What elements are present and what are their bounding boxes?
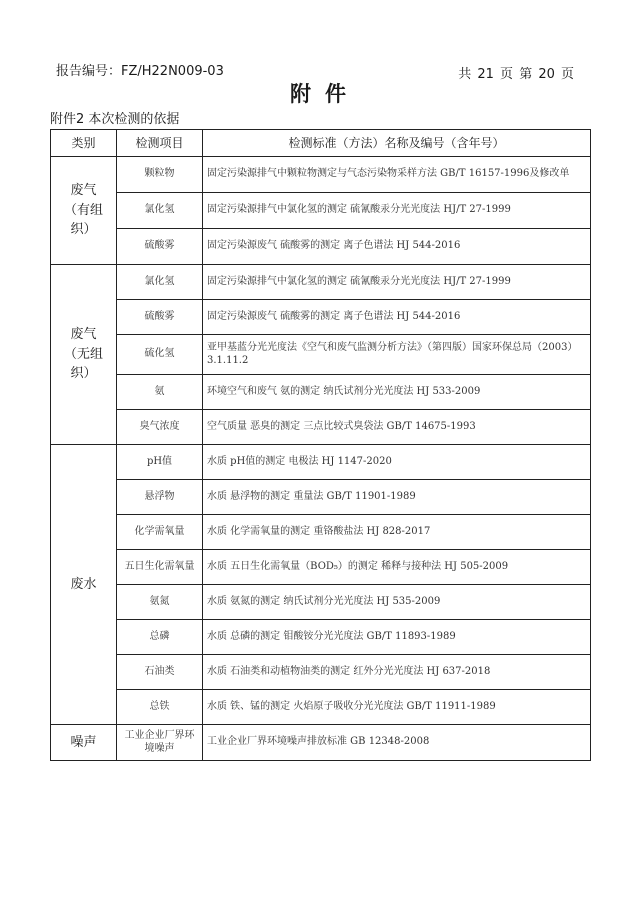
test-item: 总磷	[117, 620, 203, 655]
table-row	[51, 690, 591, 725]
table-row	[51, 445, 591, 480]
table-row	[51, 300, 591, 335]
page-info: 共 21 页 第 20 页	[458, 67, 574, 82]
test-item: 颗粒物	[117, 157, 203, 193]
test-standard: 亚甲基蓝分光光度法《空气和废气监测分析方法》（第四版）国家环保总局（2003）3.1.11.2	[203, 335, 591, 375]
test-item: 氨氮	[117, 585, 203, 620]
table-row	[51, 480, 591, 515]
test-standard: 水质 五日生化需氧量（BOD₅）的测定 稀释与接种法 HJ 505-2009	[203, 550, 591, 585]
test-standard: 水质 悬浮物的测定 重量法 GB/T 11901-1989	[203, 480, 591, 515]
category-label: 废气	[70, 327, 97, 343]
category-label: 废气	[70, 183, 97, 199]
category-cell	[51, 265, 117, 445]
header-standard: 检测标准（方法）名称及编号（含年号）	[203, 130, 591, 157]
category-sublabel: （无组织）	[63, 346, 103, 382]
category-cell	[51, 157, 117, 265]
test-item: 硫酸雾	[117, 229, 203, 265]
test-item: 硫酸雾	[117, 300, 203, 335]
table-row	[51, 620, 591, 655]
test-standard: 环境空气和废气 氨的测定 纳氏试剂分光光度法 HJ 533-2009	[203, 375, 591, 410]
category-sublabel: （有组织）	[63, 202, 103, 238]
test-item: pH值	[117, 445, 203, 480]
test-standard: 水质 化学需氧量的测定 重铬酸盐法 HJ 828-2017	[203, 515, 591, 550]
category-label: 噪声	[70, 734, 97, 750]
test-standard: 空气质量 恶臭的测定 三点比较式臭袋法 GB/T 14675-1993	[203, 410, 591, 445]
table-row	[51, 550, 591, 585]
table-row	[51, 229, 591, 265]
test-standard: 水质 pH值的测定 电极法 HJ 1147-2020	[203, 445, 591, 480]
table-row	[51, 335, 591, 375]
test-item: 硫化氢	[117, 335, 203, 375]
table-row	[51, 265, 591, 300]
test-standard: 固定污染源废气 硫酸雾的测定 离子色谱法 HJ 544-2016	[203, 229, 591, 265]
table-header-row	[51, 130, 591, 157]
report-number: 报告编号：FZ/H22N009-03	[56, 64, 224, 79]
test-standard: 固定污染源排气中氯化氢的测定 硫氰酸汞分光光度法 HJ/T 27-1999	[203, 265, 591, 300]
category-label: 废水	[70, 576, 97, 592]
test-standard: 固定污染源排气中颗粒物测定与气态污染物采样方法 GB/T 16157-1996及修改单	[203, 157, 591, 193]
table-row	[51, 585, 591, 620]
test-standard: 工业企业厂界环境噪声排放标准 GB 12348-2008	[203, 725, 591, 761]
page-title: 附件	[290, 82, 360, 106]
test-item: 氯化氢	[117, 265, 203, 300]
header-category: 类别	[51, 130, 117, 157]
header-test-item: 检测项目	[117, 130, 203, 157]
table-row	[51, 410, 591, 445]
test-item: 工业企业厂界环境噪声	[117, 725, 203, 761]
category-cell	[51, 445, 117, 725]
test-standard: 固定污染源排气中氯化氢的测定 硫氰酸汞分光光度法 HJ/T 27-1999	[203, 193, 591, 229]
test-standard: 水质 石油类和动植物油类的测定 红外分光光度法 HJ 637-2018	[203, 655, 591, 690]
test-item: 五日生化需氧量	[117, 550, 203, 585]
test-item: 总铁	[117, 690, 203, 725]
test-item: 石油类	[117, 655, 203, 690]
test-item: 悬浮物	[117, 480, 203, 515]
test-standard: 固定污染源废气 硫酸雾的测定 离子色谱法 HJ 544-2016	[203, 300, 591, 335]
table-row	[51, 193, 591, 229]
test-item: 臭气浓度	[117, 410, 203, 445]
test-standard: 水质 铁、锰的测定 火焰原子吸收分光光度法 GB/T 11911-1989	[203, 690, 591, 725]
table-row	[51, 157, 591, 193]
table-row	[51, 655, 591, 690]
test-item: 氯化氢	[117, 193, 203, 229]
test-standard: 水质 氨氮的测定 纳氏试剂分光光度法 HJ 535-2009	[203, 585, 591, 620]
testing-basis-table	[50, 129, 591, 761]
table-row	[51, 375, 591, 410]
test-item: 化学需氧量	[117, 515, 203, 550]
table-row	[51, 725, 591, 761]
test-item: 氨	[117, 375, 203, 410]
table-caption: 附件2 本次检测的依据	[50, 112, 180, 127]
table-row	[51, 515, 591, 550]
test-standard: 水质 总磷的测定 钼酸铵分光光度法 GB/T 11893-1989	[203, 620, 591, 655]
category-cell	[51, 725, 117, 761]
